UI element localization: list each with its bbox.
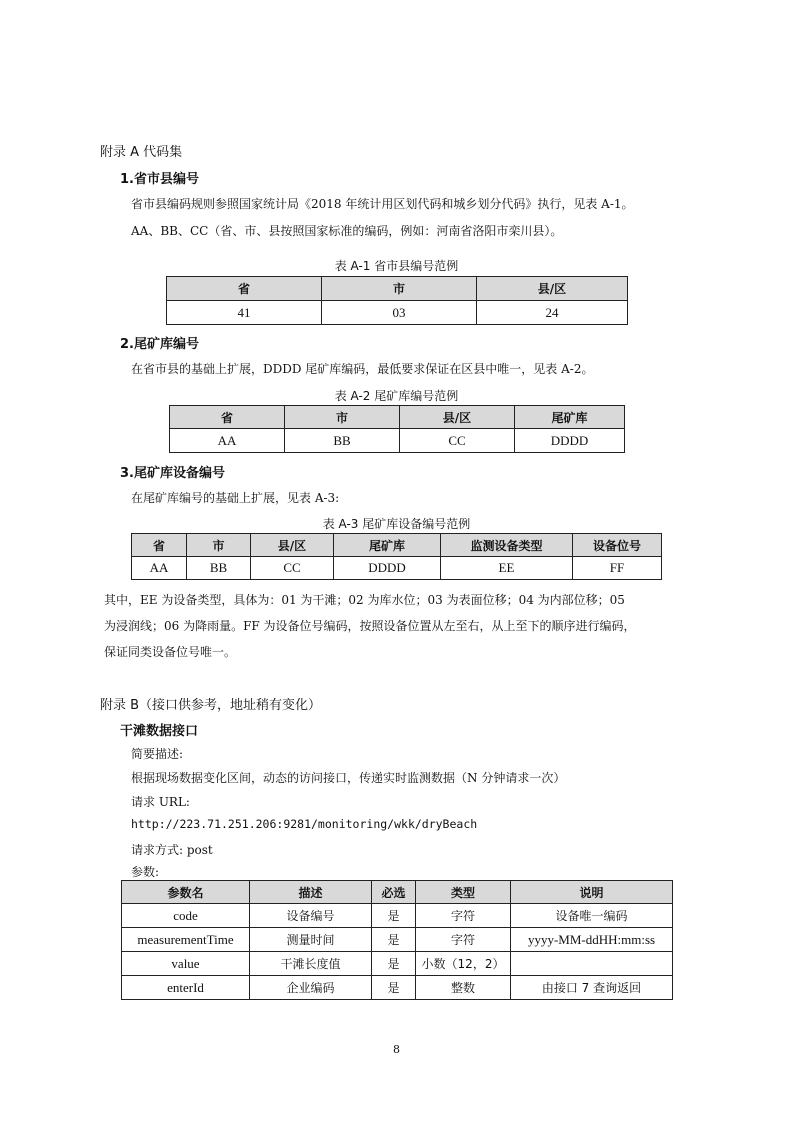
- param-type: 字符: [416, 928, 511, 952]
- param-note: yyyy-MM-ddHH:mm:ss: [511, 928, 673, 952]
- table-a2-header: 省: [170, 406, 285, 429]
- param-type: 整数: [416, 976, 511, 1000]
- table-a3-header: 设备位号: [573, 534, 662, 557]
- table-a1-header: 市: [322, 277, 477, 301]
- table-a1: [166, 276, 628, 325]
- table-a3-cell: EE: [441, 557, 573, 580]
- table-a3-cell: BB: [187, 557, 251, 580]
- section-2-paragraph: 在省市县的基础上扩展，DDDD 尾矿库编码，最低要求保证在区县中唯一，见表 A-2。: [131, 362, 594, 376]
- param-required: 是: [372, 976, 416, 1000]
- appendix-a-title: 附录 A 代码集: [100, 145, 183, 160]
- section-3-note-line-2: 为浸润线；06 为降雨量。FF 为设备位号编码，按照设备位置从左至右，从上至下的顺序进行编码，: [104, 619, 636, 633]
- params-header: 类型: [416, 881, 511, 904]
- param-description: 干滩长度值: [250, 952, 372, 976]
- params-header: 描述: [250, 881, 372, 904]
- table-a1-cell: 03: [322, 301, 477, 325]
- table-row: [122, 952, 673, 976]
- request-url-label: 请求 URL:: [131, 795, 190, 809]
- table-a3-header: 尾矿库: [334, 534, 441, 557]
- param-description: 设备编号: [250, 904, 372, 928]
- table-a2: [169, 405, 625, 453]
- table-row: [122, 928, 673, 952]
- table-a2-cell: BB: [285, 429, 400, 453]
- params-header: 必选: [372, 881, 416, 904]
- request-url: http://223.71.251.206:9281/monitoring/wkk/dryBeach: [131, 817, 478, 831]
- table-a1-cell: 24: [477, 301, 628, 325]
- page-number: 8: [393, 1043, 400, 1056]
- table-a3-cell: FF: [573, 557, 662, 580]
- section-1-paragraph-2: AA、BB、CC（省、市、县按照国家标准的编码，例如：河南省洛阳市栾川县）。: [131, 224, 563, 238]
- table-a3-header: 省: [132, 534, 187, 557]
- section-1-heading: 1.省市县编号: [120, 172, 199, 187]
- table-a3-cell: DDDD: [334, 557, 441, 580]
- param-type: 字符: [416, 904, 511, 928]
- table-a1-header: 省: [167, 277, 322, 301]
- table-a1-caption: 表 A-1 省市县编号范例: [334, 259, 459, 273]
- table-a3-cell: AA: [132, 557, 187, 580]
- param-note: [511, 952, 673, 976]
- table-a3-header: 县/区: [251, 534, 334, 557]
- table-a2-header: 县/区: [400, 406, 515, 429]
- param-required: 是: [372, 904, 416, 928]
- section-3-note-line-1: 其中，EE 为设备类型，具体为：01 为干滩；02 为库水位；03 为表面位移；04 为内部位移；05: [104, 593, 625, 607]
- table-row: [122, 976, 673, 1000]
- param-name: value: [122, 952, 250, 976]
- table-a3-header: 市: [187, 534, 251, 557]
- param-required: 是: [372, 928, 416, 952]
- section-3-note-line-3: 保证同类设备位号唯一。: [104, 645, 237, 659]
- appendix-b-title: 附录 B（接口供参考，地址稍有变化）: [100, 698, 322, 713]
- params-header: 参数名: [122, 881, 250, 904]
- param-note: 设备唯一编码: [511, 904, 673, 928]
- description-label: 简要描述:: [131, 747, 184, 761]
- params-table: [121, 880, 673, 1000]
- section-2-heading: 2.尾矿库编号: [120, 337, 199, 352]
- section-3-paragraph: 在尾矿库编号的基础上扩展，见表 A-3:: [131, 491, 340, 505]
- params-header: 说明: [511, 881, 673, 904]
- table-a2-caption: 表 A-2 尾矿库编号范例: [334, 389, 459, 403]
- param-name: measurementTime: [122, 928, 250, 952]
- param-name: enterId: [122, 976, 250, 1000]
- table-a2-header: 市: [285, 406, 400, 429]
- table-a3-caption: 表 A-3 尾矿库设备编号范例: [322, 517, 471, 531]
- table-row: [122, 904, 673, 928]
- param-note: 由接口 7 查询返回: [511, 976, 673, 1000]
- table-a2-cell: CC: [400, 429, 515, 453]
- table-a2-cell: AA: [170, 429, 285, 453]
- section-3-heading: 3.尾矿库设备编号: [120, 466, 225, 481]
- table-a3-cell: CC: [251, 557, 334, 580]
- param-description: 企业编码: [250, 976, 372, 1000]
- param-type: 小数（12，2）: [416, 952, 511, 976]
- table-a2-header: 尾矿库: [515, 406, 625, 429]
- section-1-paragraph-1: 省市县编码规则参照国家统计局《2018 年统计用区划代码和城乡划分代码》执行，见表 A-1。: [131, 197, 634, 211]
- request-method: 请求方式: post: [131, 843, 213, 857]
- table-a3: [131, 533, 662, 580]
- description-text: 根据现场数据变化区间，动态的访问接口，传递实时监测数据（N 分钟请求一次）: [131, 771, 566, 785]
- dry-beach-interface-heading: 干滩数据接口: [120, 724, 199, 739]
- params-label: 参数:: [131, 865, 160, 879]
- table-a1-header: 县/区: [477, 277, 628, 301]
- param-description: 测量时间: [250, 928, 372, 952]
- param-name: code: [122, 904, 250, 928]
- table-a3-header: 监测设备类型: [441, 534, 573, 557]
- table-a1-cell: 41: [167, 301, 322, 325]
- param-required: 是: [372, 952, 416, 976]
- table-a2-cell: DDDD: [515, 429, 625, 453]
